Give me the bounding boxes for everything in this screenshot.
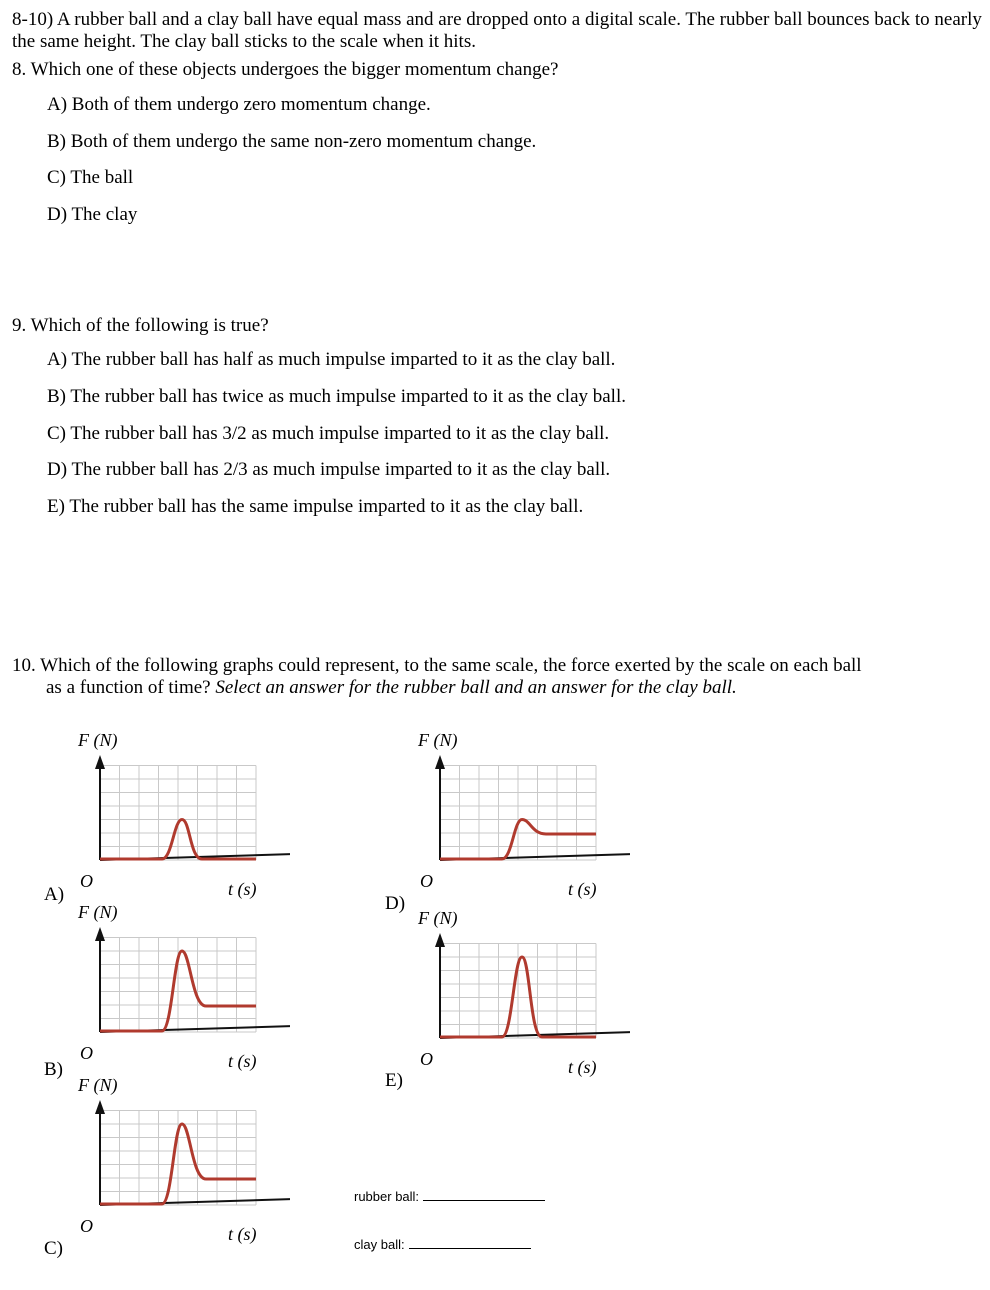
y-axis-label: F (N) <box>78 1075 118 1095</box>
origin-label: O <box>420 1049 433 1069</box>
y-axis-arrow <box>435 933 445 947</box>
x-axis-label: t (s) <box>568 879 597 899</box>
force-time-graph <box>60 725 290 905</box>
q9-option-c[interactable]: C) The rubber ball has 3/2 as much impulse imparted to it as the clay ball. <box>47 423 610 444</box>
y-axis-arrow <box>95 1100 105 1114</box>
graph-d-label[interactable]: D) <box>385 893 406 914</box>
question-10-instruction: Select an answer for the rubber ball and an answer for the clay ball. <box>215 677 737 698</box>
force-time-graph <box>60 1070 290 1250</box>
q9-option-d[interactable]: D) The rubber ball has 2/3 as much impulse imparted to it as the clay ball. <box>47 459 611 480</box>
rubber-ball-answer <box>354 1188 545 1204</box>
y-axis-arrow <box>95 755 105 769</box>
graph-c-label[interactable]: C) <box>44 1238 63 1259</box>
graph-b <box>60 897 290 1077</box>
origin-label: O <box>80 1216 93 1236</box>
graph-d <box>400 725 630 905</box>
graph-e-label[interactable]: E) <box>385 1070 403 1091</box>
question-8: 8. Which one of these objects undergoes the bigger momentum change? <box>12 59 559 80</box>
q8-option-c[interactable]: C) The ball <box>47 167 134 188</box>
clay-ball-answer <box>354 1236 531 1252</box>
clay-ball-label: clay ball: <box>354 1237 405 1252</box>
x-axis-label: t (s) <box>568 1057 597 1077</box>
rubber-ball-blank[interactable] <box>423 1188 545 1201</box>
graph-c <box>60 1070 290 1250</box>
q9-option-e[interactable]: E) The rubber ball has the same impulse imparted to it as the clay ball. <box>47 496 584 517</box>
y-axis-label: F (N) <box>78 730 118 750</box>
y-axis-label: F (N) <box>418 908 458 928</box>
origin-label: O <box>420 871 433 891</box>
clay-ball-blank[interactable] <box>409 1236 531 1249</box>
y-axis-label: F (N) <box>78 902 118 922</box>
rubber-ball-label: rubber ball: <box>354 1189 420 1204</box>
force-time-graph <box>400 725 630 905</box>
graph-e <box>400 903 630 1083</box>
q8-option-a[interactable]: A) Both of them undergo zero momentum change. <box>47 94 431 115</box>
y-axis-arrow <box>95 927 105 941</box>
x-axis-label: t (s) <box>228 1224 257 1244</box>
origin-label: O <box>80 871 93 891</box>
question-10 <box>12 655 977 699</box>
graph-b-label[interactable]: B) <box>44 1059 63 1080</box>
force-time-graph <box>400 903 630 1083</box>
y-axis-label: F (N) <box>418 730 458 750</box>
q8-option-d[interactable]: D) The clay <box>47 204 138 225</box>
q9-option-b[interactable]: B) The rubber ball has twice as much impulse imparted to it as the clay ball. <box>47 386 626 407</box>
x-axis-label: t (s) <box>228 1051 257 1071</box>
x-axis-label: t (s) <box>228 879 257 899</box>
graph-a <box>60 725 290 905</box>
y-axis-arrow <box>435 755 445 769</box>
problem-intro: 8-10) A rubber ball and a clay ball have equal mass and are dropped onto a digital scale. The rubber ball bounces back to nearly the same height. The clay ball sticks to the scale when it hits. <box>12 9 982 52</box>
graph-a-label[interactable]: A) <box>44 884 65 905</box>
question-10-line1: 10. Which of the following graphs could represent, to the same scale, the force exerted by the scale on each ball <box>12 655 862 676</box>
question-9: 9. Which of the following is true? <box>12 315 269 336</box>
q8-option-b[interactable]: B) Both of them undergo the same non-zero momentum change. <box>47 131 537 152</box>
origin-label: O <box>80 1043 93 1063</box>
force-time-graph <box>60 897 290 1077</box>
question-10-line2: as a function of time? <box>46 677 216 698</box>
q9-option-a[interactable]: A) The rubber ball has half as much impulse imparted to it as the clay ball. <box>47 349 616 370</box>
